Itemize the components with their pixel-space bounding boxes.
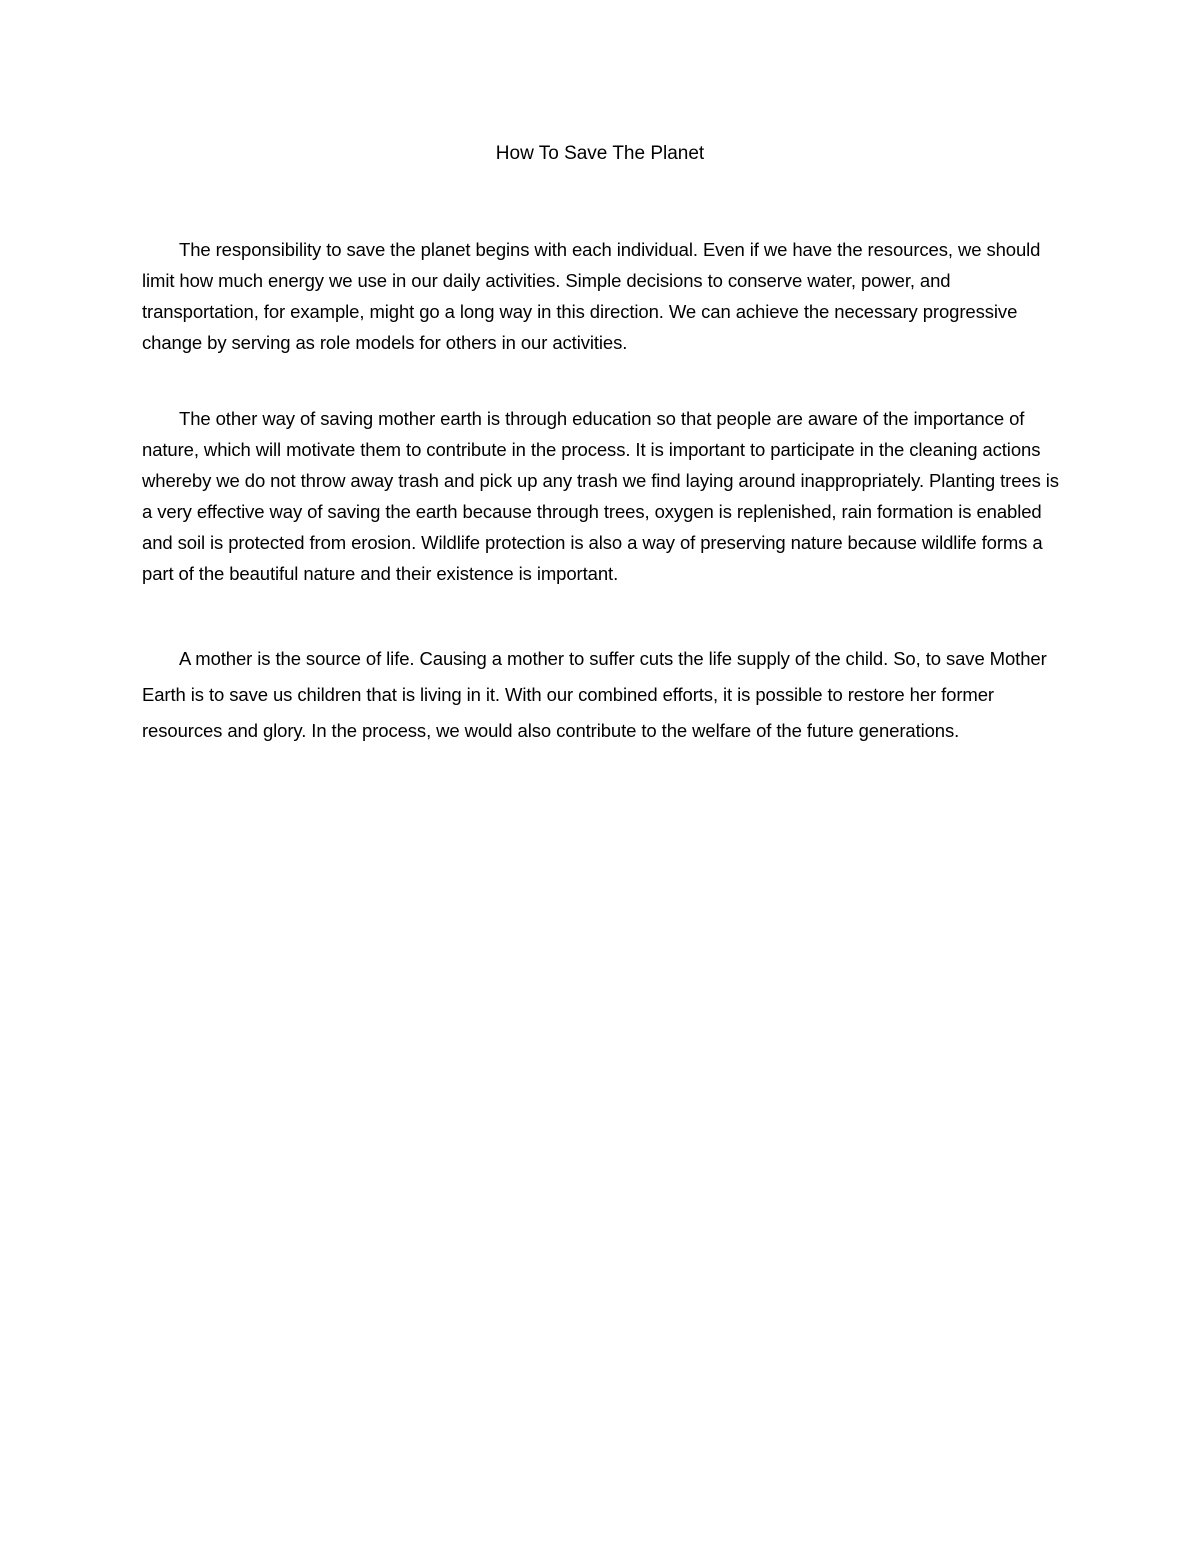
- document-title: How To Save The Planet: [495, 143, 705, 164]
- paragraph-3: A mother is the source of life. Causing a mother to suffer cuts the life supply of the child. So, to save Mother Earth is to save us children that is living in it. With our combined efforts, it is possible to restore her former resources and glory. In the process, we would also contribute to the welfare of the future generations.: [142, 648, 1047, 741]
- paragraph-1: The responsibility to save the planet begins with each individual. Even if we have the resources, we should limit how much energy we use in our daily activities. Simple decisions to conserve water, power, and transportation, for example, might go a long way in this direction. We can achieve the necessary progressive change by serving as role models for others in our activities.: [142, 239, 1041, 353]
- paragraph-2: The other way of saving mother earth is through education so that people are aware of the importance of nature, which will motivate them to contribute in the process. It is important to participate in the cleaning actions whereby we do not throw away trash and pick up any trash we find laying around inappropriately. Planting trees is a very effective way of saving the earth because through trees, oxygen is replenished, rain formation is enabled and soil is protected from erosion. Wildlife protection is also a way of preserving nature because wildlife forms a part of the beautiful nature and their existence is important.: [142, 408, 1059, 584]
